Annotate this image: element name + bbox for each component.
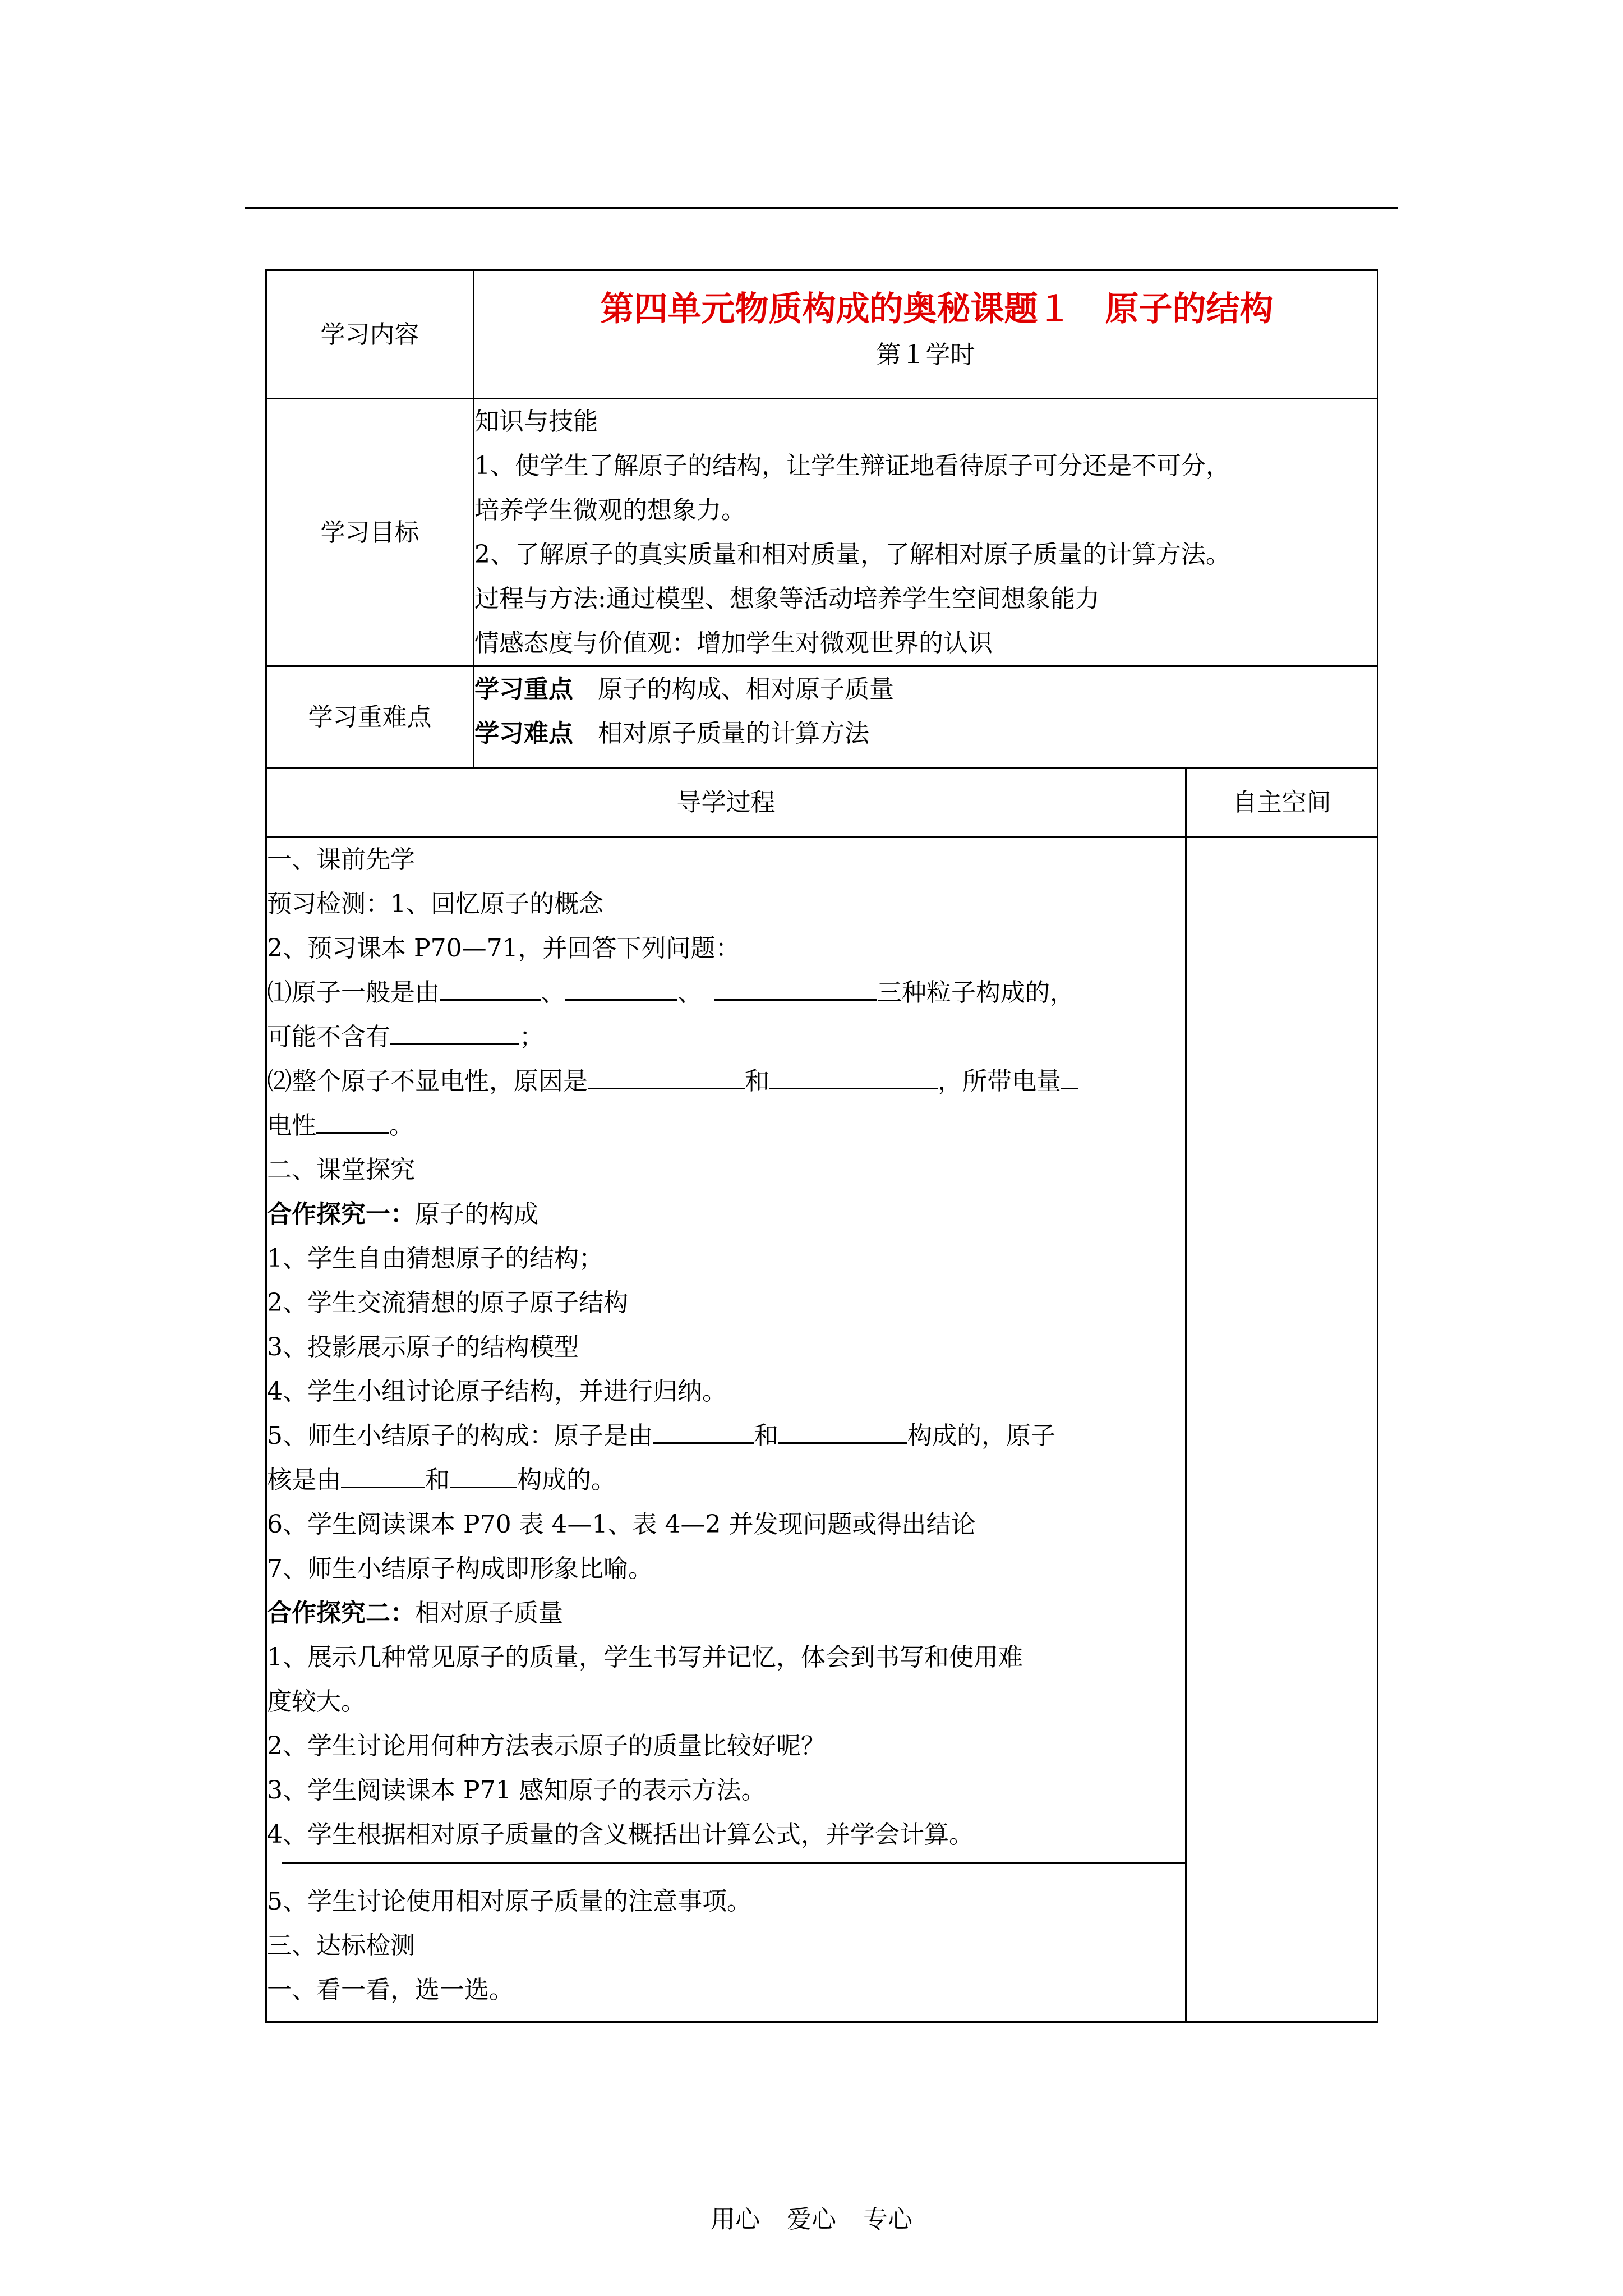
keypoints-row bbox=[266, 666, 1378, 768]
process-line: ⑵整个原子不显电性，原因是 和 ，所带电量 bbox=[267, 1059, 1185, 1103]
section-heading: 一、课前先学 bbox=[267, 845, 415, 874]
process-line: 一、看一看，选一选。 bbox=[267, 1976, 514, 2004]
goals-row bbox=[266, 399, 1378, 666]
answer-blank bbox=[316, 1104, 389, 1134]
process-line: 4、学生小组讨论原子结构，并进行归纳。 bbox=[267, 1377, 727, 1406]
content-label: 学习内容 bbox=[266, 270, 474, 399]
answer-blank bbox=[588, 1060, 745, 1089]
goals-line: 1、使学生了解原子的结构，让学生辩证地看待原子可分还是不可分， bbox=[474, 452, 1230, 480]
section-heading: 三、达标检测 bbox=[267, 1931, 415, 1960]
process-line: 核是由 和 构成的。 bbox=[267, 1458, 1185, 1502]
goals-line: 知识与技能 bbox=[474, 407, 598, 436]
process-line: 3、投影展示原子的结构模型 bbox=[267, 1333, 579, 1361]
goals-line: 情感态度与价值观：增加学生对微观世界的认识 bbox=[474, 629, 993, 657]
answer-blank bbox=[450, 1458, 517, 1488]
footer-word: 专心 bbox=[863, 2205, 912, 2234]
difficulty-text: 相对原子质量的计算方法 bbox=[598, 719, 869, 748]
process-line: 度较大。 bbox=[267, 1687, 366, 1716]
answer-blank bbox=[769, 1060, 938, 1089]
process-line: 1、展示几种常见原子的质量，学生书写并记忆，体会到书写和使用难 bbox=[267, 1643, 1023, 1672]
process-line: 1、学生自由猜想原子的结构； bbox=[267, 1244, 603, 1273]
process-line: 2、预习课本 P70—71，并回答下列问题： bbox=[267, 934, 740, 963]
process-line: 6、学生阅读课本 P70 表 4—1、表 4—2 并发现问题或得出结论 bbox=[267, 1510, 976, 1539]
key-label: 学习重点 bbox=[474, 675, 573, 703]
goals-label: 学习目标 bbox=[266, 399, 474, 666]
process-line: 2、学生讨论用何种方法表示原子的质量比较好呢？ bbox=[267, 1732, 826, 1760]
self-space-header: 自主空间 bbox=[1186, 768, 1378, 837]
process-header: 导学过程 bbox=[266, 768, 1186, 837]
content-row bbox=[266, 270, 1378, 399]
inquiry-heading: 合作探究一：原子的构成 bbox=[267, 1200, 538, 1228]
answer-blank bbox=[341, 1458, 425, 1488]
answer-blank bbox=[565, 971, 677, 1001]
answer-blank bbox=[390, 1015, 519, 1045]
process-line: 预习检测：1、回忆原子的概念 bbox=[267, 890, 603, 918]
lesson-plan-table bbox=[265, 269, 1378, 2023]
process-line: ⑴原子一般是由 、 、 三种粒子构成的， bbox=[267, 970, 1185, 1015]
process-line: 5、学生讨论使用相对原子质量的注意事项。 bbox=[267, 1887, 751, 1916]
inquiry-heading: 合作探究二：相对原子质量 bbox=[267, 1599, 563, 1627]
keypoints-label: 学习重难点 bbox=[266, 666, 474, 768]
key-text: 原子的构成、相对原子质量 bbox=[598, 675, 894, 703]
answer-blank bbox=[714, 971, 877, 1001]
keypoints-cell bbox=[474, 666, 1378, 768]
goals-line: 2、了解原子的真实质量和相对质量，了解相对原子质量的计算方法。 bbox=[474, 540, 1230, 569]
header-rule bbox=[245, 207, 1398, 209]
process-line: 7、师生小结原子构成即形象比喻。 bbox=[267, 1554, 653, 1583]
footer-word: 爱心 bbox=[787, 2205, 836, 2234]
section-heading: 二、课堂探究 bbox=[267, 1156, 415, 1184]
lesson-title: 第四单元物质构成的奥秘课题１ 原子的结构 bbox=[600, 289, 1274, 329]
process-header-row bbox=[266, 768, 1378, 837]
goals-line: 培养学生微观的想象力。 bbox=[474, 496, 746, 524]
process-row bbox=[266, 837, 1378, 2022]
goals-line: 过程与方法:通过模型、想象等活动培养学生空间想象能力 bbox=[474, 585, 1100, 613]
process-line: 可能不含有 ； bbox=[267, 1015, 1185, 1059]
footer-word: 用心 bbox=[711, 2205, 760, 2234]
process-line: 电性 。 bbox=[267, 1103, 1185, 1148]
answer-blank bbox=[440, 971, 541, 1001]
process-line: 5、师生小结原子的构成：原子是由 和 构成的，原子 bbox=[267, 1414, 1185, 1458]
process-line: 4、学生根据相对原子质量的含义概括出计算公式，并学会计算。 bbox=[267, 1820, 974, 1849]
goals-cell bbox=[474, 399, 1378, 666]
process-cell bbox=[266, 837, 1186, 2022]
self-space-cell bbox=[1186, 837, 1378, 2022]
process-line: 3、学生阅读课本 P71 感知原子的表示方法。 bbox=[267, 1776, 766, 1805]
content-cell bbox=[474, 270, 1378, 399]
difficulty-label: 学习难点 bbox=[474, 719, 573, 748]
formula-answer-line bbox=[267, 1857, 1185, 1879]
lesson-period: 第１学时 bbox=[876, 341, 975, 369]
answer-blank bbox=[653, 1414, 754, 1444]
page-footer bbox=[0, 2199, 1623, 2235]
process-line: 2、学生交流猜想的原子原子结构 bbox=[267, 1289, 628, 1317]
answer-blank bbox=[778, 1414, 907, 1444]
answer-blank bbox=[1061, 1060, 1078, 1089]
